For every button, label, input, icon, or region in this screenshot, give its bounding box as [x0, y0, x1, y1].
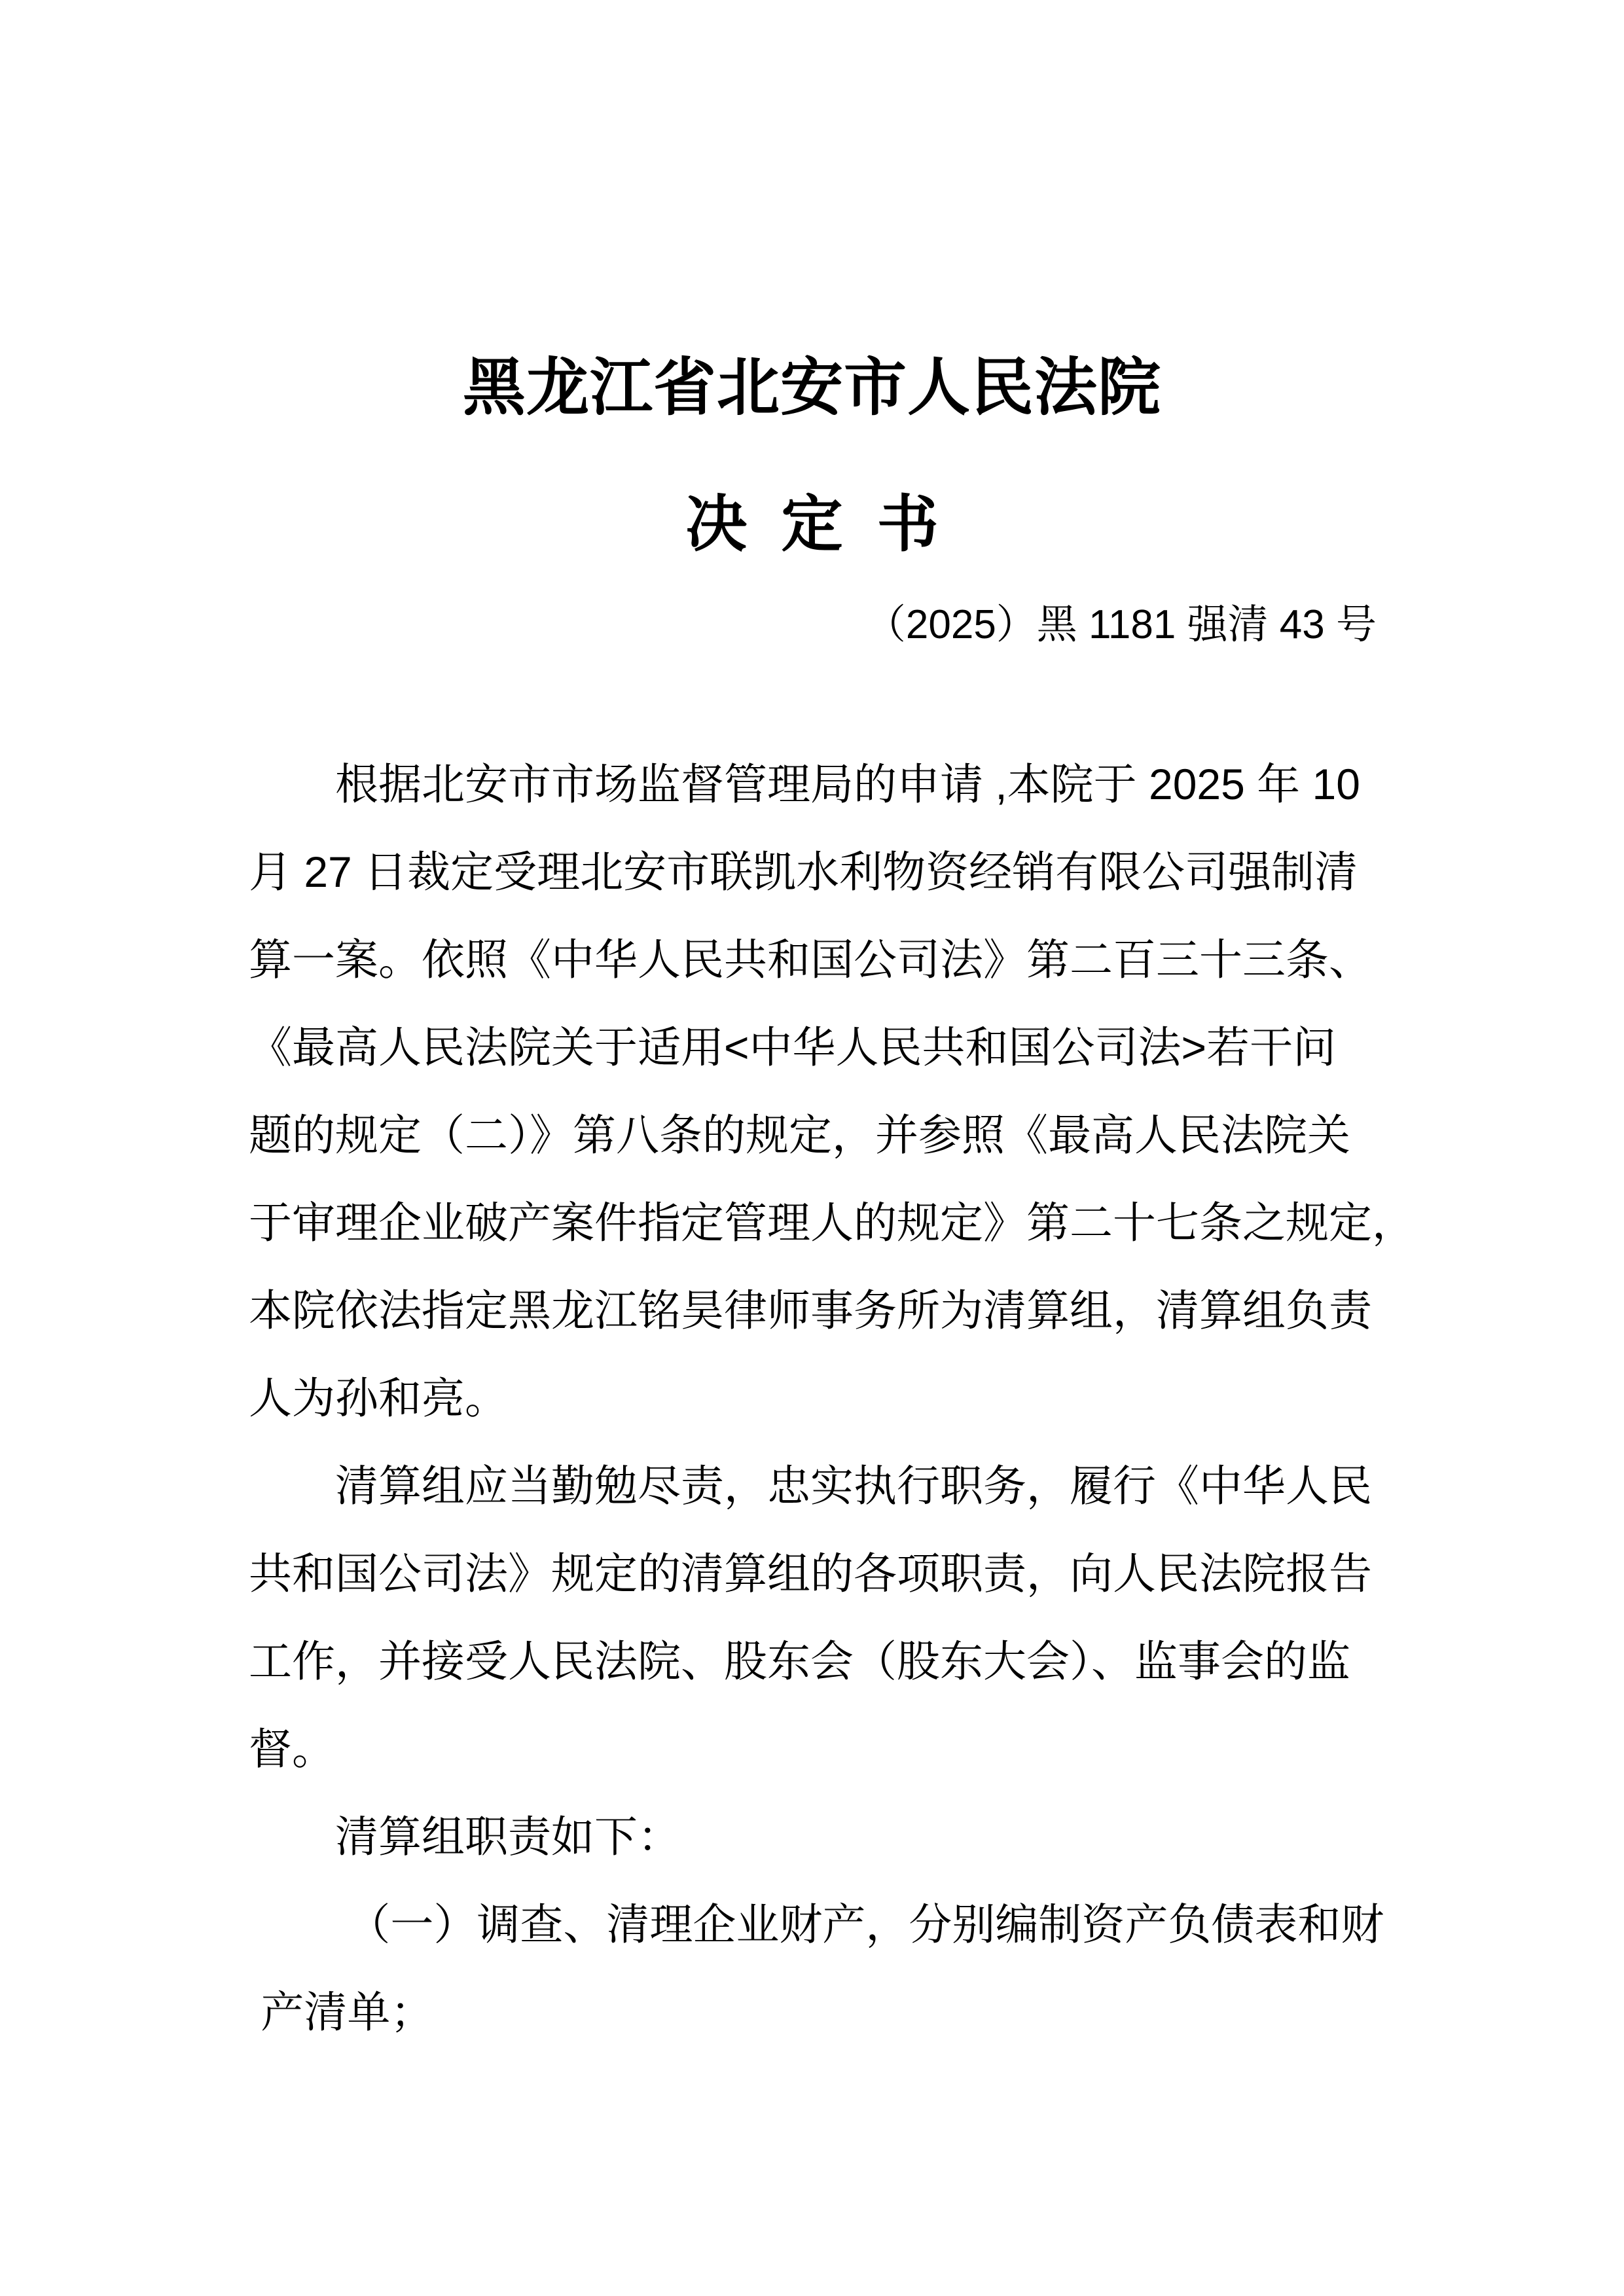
- body-line: 算一案。依照《中华人民共和国公司法》第二百三十三条、: [249, 935, 1372, 984]
- body-line: 产清单；: [249, 1988, 434, 2037]
- body-line: 人为孙和亮。: [249, 1374, 508, 1423]
- court-name-title: 黑龙江省北安市人民法院: [463, 353, 1161, 423]
- body-line: 清算组职责如下：: [249, 1812, 681, 1861]
- body-line: 根据北安市市场监督管理局的申请 ,本院于 2025 年 10: [249, 760, 1360, 809]
- body-line: 工作，并接受人民法院、股东会（股东大会）、监事会的监: [249, 1637, 1350, 1686]
- body-line: 本院依法指定黑龙江铭昊律师事务所为清算组，清算组负责: [249, 1286, 1372, 1335]
- body-line: 督。: [249, 1725, 335, 1774]
- body-line: 月 27 日裁定受理北安市联凯水利物资经销有限公司强制清: [249, 848, 1358, 897]
- body-line: 共和国公司法》规定的清算组的各项职责，向人民法院报告: [249, 1549, 1372, 1598]
- case-number: （2025）黑 1181 强清 43 号: [865, 601, 1377, 647]
- document-body: [249, 740, 1624, 2056]
- document-type-title: 决 定 书: [685, 490, 939, 559]
- body-line: （一）调查、清理企业财产，分别编制资产负债表和财: [249, 1900, 1384, 1949]
- body-line: 《最高人民法院关于适用<中华人民共和国公司法>若干问: [249, 1023, 1337, 1072]
- body-line: 题的规定（二）》第八条的规定，并参照《最高人民法院关: [249, 1111, 1350, 1160]
- body-line: 于审理企业破产案件指定管理人的规定》第二十七条之规定，: [249, 1198, 1415, 1247]
- body-line: 清算组应当勤勉尽责，忠实执行职务，履行《中华人民: [249, 1462, 1372, 1511]
